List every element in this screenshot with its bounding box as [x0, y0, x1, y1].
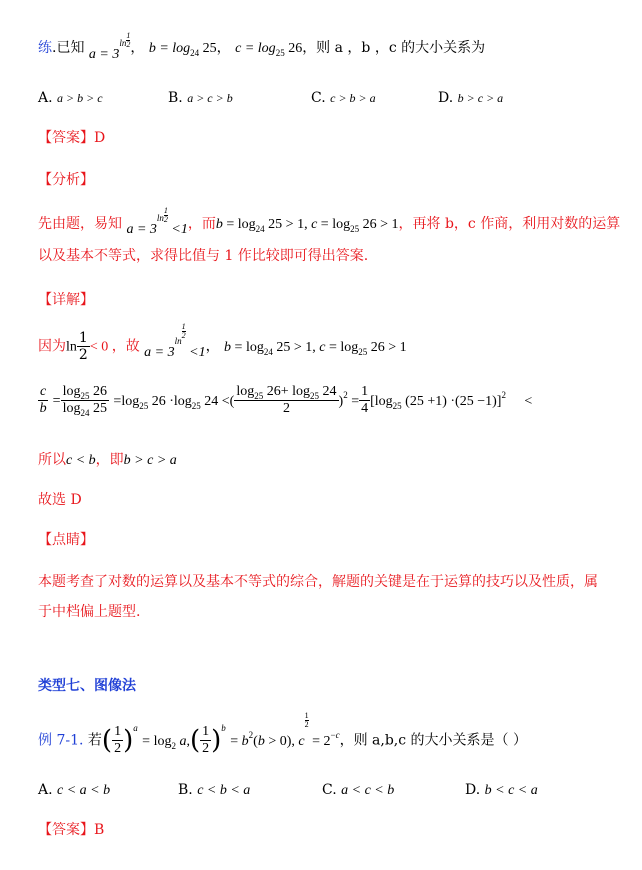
practice-option-a: A. a > b > c — [38, 90, 103, 106]
comment-heading: 【点睛】 — [38, 532, 94, 548]
answer-2: 【答案】B — [38, 822, 105, 838]
practice-option-d: D. b > c > a — [438, 90, 504, 106]
detail-b-c: $b = \log_{24} 25 > 1$, $c = \log_{25} 26 > 1$ — [224, 339, 407, 357]
section-title: 类型七、图像法 — [38, 678, 136, 694]
example-option-a: A. c < a < b — [38, 782, 111, 798]
example-option-c: C. a < c < b — [322, 782, 395, 798]
comment-line-2: 于中档偏上题型. — [38, 604, 141, 620]
detail-heading: 【详解】 — [38, 292, 94, 308]
example-label: 例 7-1. — [38, 732, 84, 749]
a-expression: $a = 3^{ln \frac{1}{2}}$ — [88, 31, 131, 62]
example-question: 例 7-1. 若( $\frac{1}{2}$ )$^a = \log_2 a$,( $\frac{1}{2}$ )$^b = b^2(b > 0)$, c $^{\frac{1}{2}} = 2^{-c}$，则 a,b,c 的大小关系是（ ） — [38, 711, 527, 756]
detail-conclusion: 所以c < b，即b > c > a — [38, 452, 177, 468]
practice-label: 练 — [38, 40, 52, 56]
comment-line-1: 本题考查了对数的运算以及基本不等式的综合，解题的关键是在于运算的技巧以及性质，属 — [38, 574, 598, 590]
analysis-heading: 【分析】 — [38, 172, 94, 188]
practice-option-b: B. a > c > b — [168, 90, 233, 106]
practice-option-c: C. c > b > a — [311, 90, 376, 106]
analysis-line-2: 以及基本不等式，求得比值与 1 作比较即可得出答案. — [38, 248, 369, 264]
practice-intro: .已知 — [52, 40, 85, 56]
b-c-greater-one: $b = \log_{24} 25 > 1$, $c = \log_{25} 26 > 1$ — [215, 217, 399, 234]
example-option-b: B. c < b < a — [178, 782, 251, 798]
practice-question: 练.已知 $a = 3^{ln \frac{1}{2}}$， $b = \log_{24} 25$， $c = \log_{25} 26$，则 a ，b ，c 的大小关系为 — [38, 31, 486, 62]
example-option-d: D. b < c < a — [465, 782, 538, 798]
answer-1: 【答案】D — [38, 130, 106, 146]
a-less-than-one: $a = 3^{ln \frac{1}{2}} <1$ — [126, 206, 188, 237]
detail-choose: 故选 D — [38, 492, 82, 508]
detail-ratio-inequality: $\frac{c}{b}$ = $\frac{\log_{25} 26}{\log_{24} 25}$ $=\log_{25}$ $26 \cdot\log_{25}$ 24 <( $\frac{\log_{25} 26+ \log_{25} 24}{2}$ )$^2$ = $\frac{1}{4}$ [$\log_{25}$ (25 +1) ·(25 −1)]$^2$ < — [39, 384, 533, 418]
c-expression: $c = \log_{25} 26$ — [235, 41, 303, 58]
analysis-line-1: 先由题，易知 $a = 3^{ln \frac{1}{2}} <1$，而$b = \log_{24} 25 > 1$, $c = \log_{25} 26 > 1$，再将 b，c 作商，利用对数的运算 — [38, 206, 621, 237]
b-expression: $b = \log_{24} 25$ — [148, 41, 217, 58]
practice-tail: ，则 a ，b ，c 的大小关系为 — [302, 40, 486, 56]
detail-line-1: 因为ln $\frac{1}{2}$ < 0 ，故 $a = 3^{ln \frac{1}{2}} <1$， $b = \log_{24} 25 > 1$, $c = \log_{25} 26 > 1$ — [38, 322, 407, 363]
